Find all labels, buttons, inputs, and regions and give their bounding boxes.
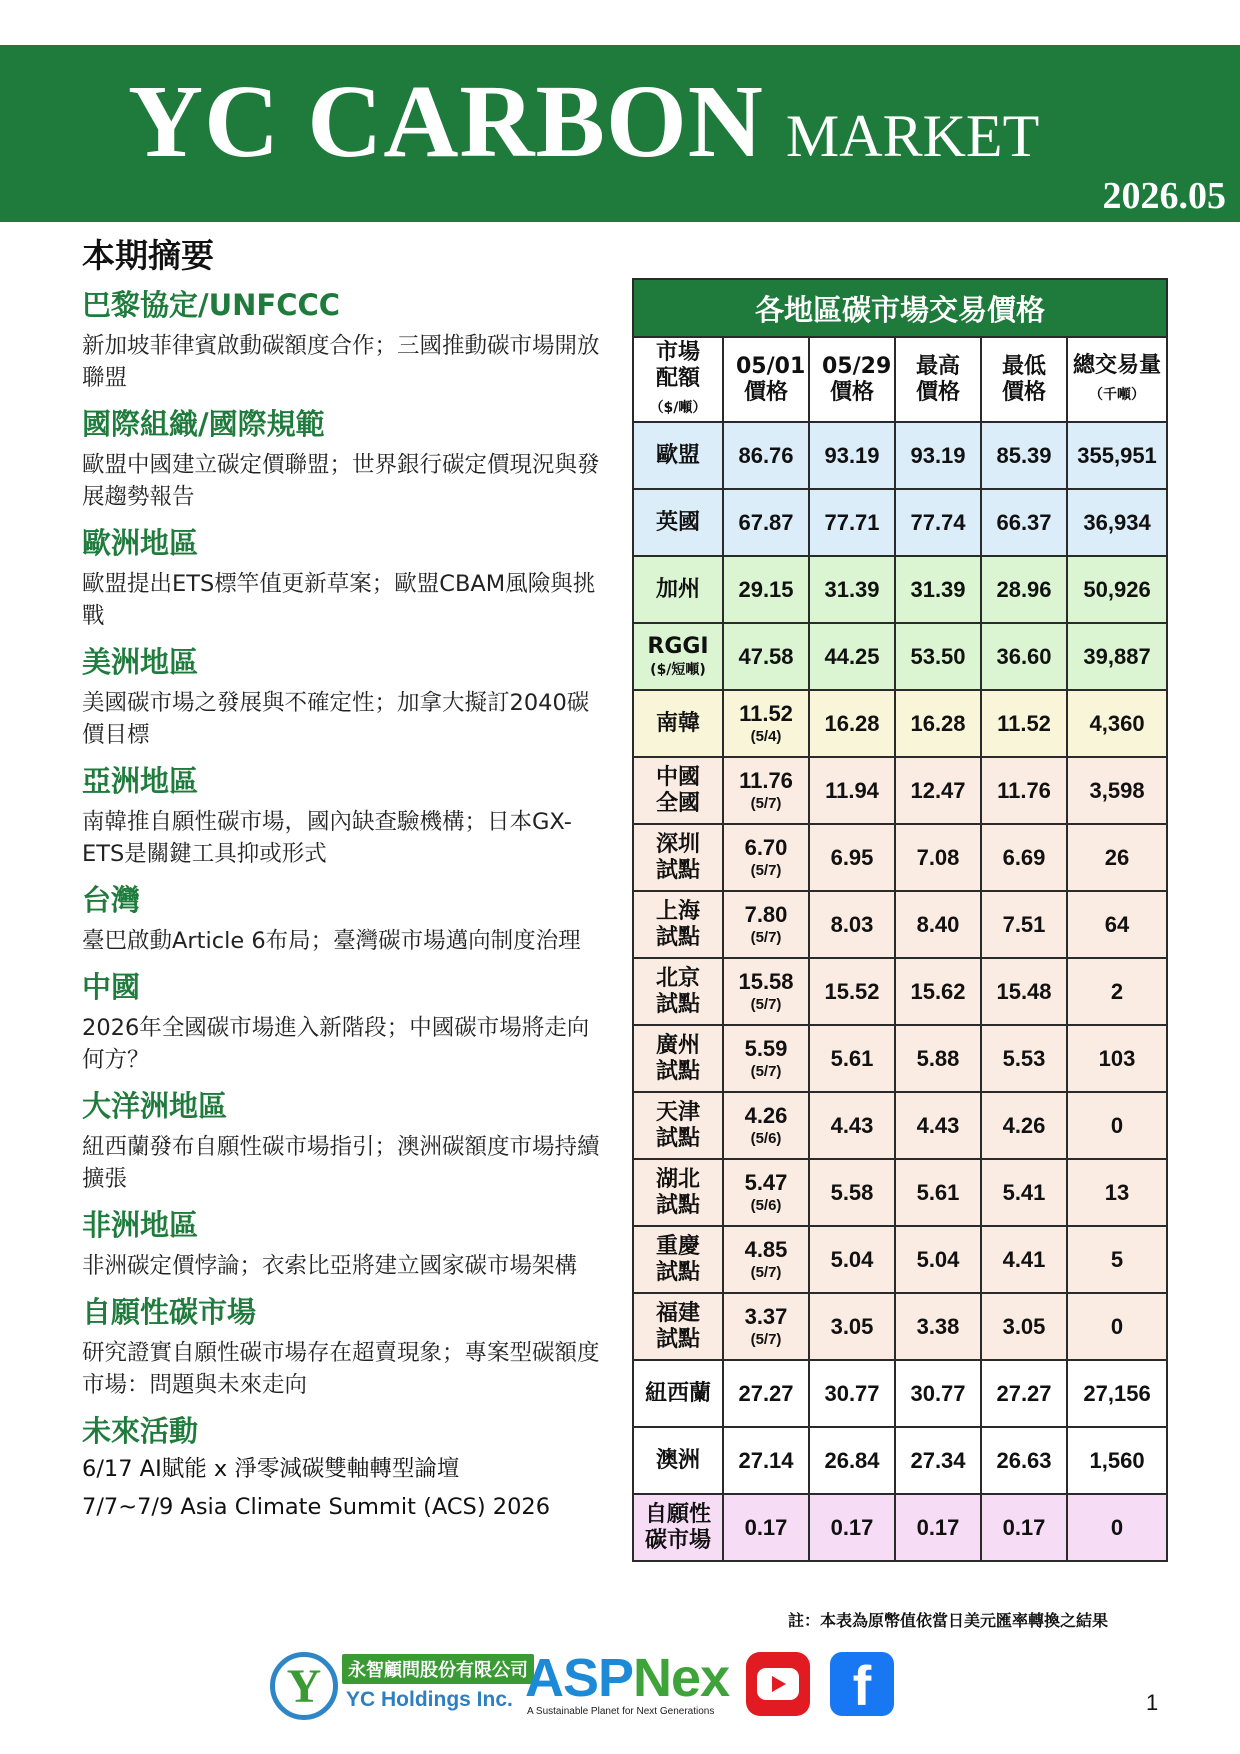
market-label: 中國全國 [656,764,701,816]
volume: 2 [1067,958,1167,1025]
price-low: 27.27 [981,1360,1067,1427]
section-body: 新加坡菲律賓啟動碳額度合作；三國推動碳市場開放聯盟 [82,333,600,391]
market-label: 福建試點 [656,1300,701,1352]
section-body: 非洲碳定價悖論；衣索比亞將建立國家碳市場架構 [82,1253,578,1279]
price-0529: 31.39 [809,556,895,623]
header-market-label: 市場配額 [655,339,700,391]
price-value: 11.76 [739,767,793,793]
upcoming-events [82,1412,607,1526]
price-0501 [723,1226,809,1293]
price-high: 3.38 [895,1293,981,1360]
market-cell [633,891,723,958]
price-0529: 44.25 [809,623,895,690]
section-body: 研究證實自願性碳市場存在超賣現象；專案型碳額度市場：問題與未來走向 [82,1340,600,1398]
market-label: 重慶試點 [656,1233,701,1285]
price-value: 3.37 [744,1303,788,1329]
price-high: 12.47 [895,757,981,824]
price-value: 4.26 [744,1102,788,1128]
market-cell [633,824,723,891]
header-high [895,337,981,422]
summary-heading: 本期摘要 [82,236,214,275]
table-row [633,824,1167,891]
section-title[interactable]: 台灣 [82,883,141,917]
market-label: 上海試點 [656,898,701,950]
price-high: 5.88 [895,1025,981,1092]
price-value: 6.70 [744,834,788,860]
yc-logo-icon[interactable]: Y [270,1652,338,1720]
table-row [633,1226,1167,1293]
table-row [633,422,1167,489]
price-0529: 5.61 [809,1025,895,1092]
price-high: 5.04 [895,1226,981,1293]
table-title: 各地區碳市場交易價格 [633,279,1167,337]
event-item[interactable]: 7/7~7/9 Asia Climate Summit (ACS) 2026 [82,1494,551,1520]
header-high-label: 最高價格 [915,353,960,405]
table-row [633,1494,1167,1561]
table-row [633,1293,1167,1360]
section-body: 2026年全國碳市場進入新階段；中國碳市場將走向何方？ [82,1015,590,1073]
volume: 27,156 [1067,1360,1167,1427]
price-date: (5/6) [750,1129,782,1147]
section-body: 南韓推自願性碳市場，國內缺查驗機構；日本GX-ETS是關鍵工具抑或形式 [82,809,572,867]
volume: 50,926 [1067,556,1167,623]
section-body: 美國碳市場之發展與不確定性；加拿大擬訂2040碳價目標 [82,690,590,748]
price-high: 7.08 [895,824,981,891]
price-0529: 11.94 [809,757,895,824]
section-title[interactable]: 非洲地區 [82,1208,199,1242]
price-date: (5/7) [750,1062,782,1080]
aspnex-logo-asp: ASP [525,1648,634,1708]
youtube-play-frame [757,1668,799,1700]
price-0501: 67.87 [723,489,809,556]
yc-company-english: YC Holdings Inc. [346,1688,513,1711]
price-0501 [723,1025,809,1092]
market-cell [633,757,723,824]
price-date: (5/7) [750,1263,782,1281]
section-title[interactable]: 未來活動 [82,1414,199,1448]
market-cell [633,1025,723,1092]
header-market [633,337,723,422]
price-high: 16.28 [895,690,981,757]
price-0529: 15.52 [809,958,895,1025]
header-0501 [723,337,809,422]
market-cell: 英國 [633,489,723,556]
price-0501 [723,690,809,757]
price-0529: 3.05 [809,1293,895,1360]
market-label: 廣州試點 [656,1032,701,1084]
yc-company-name: 永智顧問股份有限公司 [342,1654,534,1684]
section-title[interactable]: 自願性碳市場 [82,1295,257,1329]
price-0501: 0.17 [723,1494,809,1561]
price-0501: 27.27 [723,1360,809,1427]
issue-date: 2026.05 [1102,175,1226,217]
table-row [633,623,1167,690]
price-0529: 93.19 [809,422,895,489]
price-low: 11.76 [981,757,1067,824]
price-high: 15.62 [895,958,981,1025]
header-volume [1067,337,1167,422]
price-0529: 8.03 [809,891,895,958]
market-label: 自願性碳市場 [644,1501,711,1553]
summary-column [82,230,607,1537]
price-0529: 30.77 [809,1360,895,1427]
price-date: (5/7) [750,928,782,946]
section-body: 臺巴啟動Article 6布局；臺灣碳市場邁向制度治理 [82,928,581,954]
price-date: (5/7) [750,861,782,879]
volume: 26 [1067,824,1167,891]
price-low: 15.48 [981,958,1067,1025]
header-0501-label: 05/01價格 [736,353,806,405]
volume: 103 [1067,1025,1167,1092]
price-high: 93.19 [895,422,981,489]
price-low: 3.05 [981,1293,1067,1360]
table-row [633,958,1167,1025]
volume: 0 [1067,1293,1167,1360]
price-0501 [723,958,809,1025]
aspnex-logo[interactable] [525,1650,729,1706]
table-row [633,556,1167,623]
price-0529: 4.43 [809,1092,895,1159]
price-0501 [723,891,809,958]
market-label: 湖北試點 [656,1166,701,1218]
table-row [633,757,1167,824]
price-0501 [723,1293,809,1360]
price-0529: 16.28 [809,690,895,757]
volume: 0 [1067,1092,1167,1159]
price-low: 85.39 [981,422,1067,489]
table-row [633,690,1167,757]
price-date: (5/7) [750,794,782,812]
summary-section [82,762,607,870]
price-value: 4.85 [744,1236,788,1262]
price-low: 36.60 [981,623,1067,690]
price-date: (5/6) [750,1196,782,1214]
header-volume-label: 總交易量 [1073,352,1162,378]
header-market-unit: （$/噸） [649,399,707,416]
price-0501 [723,1159,809,1226]
volume: 64 [1067,891,1167,958]
summary-section [82,405,607,513]
price-0529: 77.71 [809,489,895,556]
price-date: (5/7) [750,995,782,1013]
price-low: 5.41 [981,1159,1067,1226]
header-0529 [809,337,895,422]
footer-logos [270,1648,910,1722]
aspnex-tagline: A Sustainable Planet for Next Generations [527,1706,715,1717]
price-low: 7.51 [981,891,1067,958]
table-row [633,891,1167,958]
price-date: (5/7) [750,1330,782,1348]
price-low: 66.37 [981,489,1067,556]
header-0529-label: 05/29價格 [822,353,892,405]
volume: 4,360 [1067,690,1167,757]
price-value: 5.59 [744,1035,788,1061]
price-0501: 27.14 [723,1427,809,1494]
table-row [633,1427,1167,1494]
price-value: 7.80 [744,901,788,927]
title-sub: MARKET [785,103,1040,169]
volume: 39,887 [1067,623,1167,690]
price-value: 5.47 [744,1169,788,1195]
price-low: 4.41 [981,1226,1067,1293]
summary-section [82,524,607,632]
price-low: 26.63 [981,1427,1067,1494]
price-high: 27.34 [895,1427,981,1494]
price-0529: 6.95 [809,824,895,891]
price-0529: 5.04 [809,1226,895,1293]
market-cell [633,1494,723,1561]
volume: 13 [1067,1159,1167,1226]
table-row [633,1360,1167,1427]
header-low-label: 最低價格 [1001,353,1046,405]
market-cell: 紐西蘭 [633,1360,723,1427]
table-footnote: 註：本表為原幣值依當日美元匯率轉換之結果 [788,1611,1109,1630]
price-value: 11.52 [739,700,793,726]
price-0501: 29.15 [723,556,809,623]
market-cell [633,1226,723,1293]
section-title[interactable]: 美洲地區 [82,645,199,679]
price-0529: 0.17 [809,1494,895,1561]
market-label: 深圳試點 [656,831,701,883]
summary-section [82,881,607,957]
price-low: 28.96 [981,556,1067,623]
summary-section [82,1087,607,1195]
price-high: 4.43 [895,1092,981,1159]
price-0501: 47.58 [723,623,809,690]
price-0529: 5.58 [809,1159,895,1226]
price-0501: 86.76 [723,422,809,489]
volume: 0 [1067,1494,1167,1561]
volume: 1,560 [1067,1427,1167,1494]
price-low: 5.53 [981,1025,1067,1092]
market-cell [633,958,723,1025]
table-row [633,489,1167,556]
price-value: 15.58 [738,968,794,994]
carbon-price-table [632,278,1168,1562]
market-label: RGGI [647,633,709,659]
section-body: 紐西蘭發布自願性碳市場指引；澳洲碳額度市場持續擴張 [82,1134,600,1192]
price-high: 8.40 [895,891,981,958]
section-title[interactable]: 大洋洲地區 [82,1089,228,1123]
table-row [633,1159,1167,1226]
price-high: 77.74 [895,489,981,556]
title-main: YC CARBON [128,64,764,179]
volume: 5 [1067,1226,1167,1293]
header-volume-unit: （千噸） [1089,386,1146,403]
market-cell [633,1293,723,1360]
market-cell [633,1159,723,1226]
price-date: (5/4) [750,727,782,745]
summary-section [82,286,607,394]
summary-section [82,968,607,1076]
price-0501 [723,824,809,891]
price-low: 4.26 [981,1092,1067,1159]
table-row [633,1092,1167,1159]
table-header-row [633,337,1167,422]
price-high: 30.77 [895,1360,981,1427]
volume: 36,934 [1067,489,1167,556]
youtube-icon[interactable] [746,1652,810,1716]
price-low: 6.69 [981,824,1067,891]
price-0529: 26.84 [809,1427,895,1494]
newsletter-title [128,62,1039,181]
price-high: 0.17 [895,1494,981,1561]
play-icon [769,1675,787,1693]
market-cell [633,1092,723,1159]
summary-section [82,643,607,751]
section-title[interactable]: 中國 [82,970,141,1004]
section-body: 歐盟中國建立碳定價聯盟；世界銀行碳定價現況與發展趨勢報告 [82,452,600,510]
facebook-icon[interactable]: f [830,1652,894,1716]
section-title[interactable]: 亞洲地區 [82,764,199,798]
volume: 355,951 [1067,422,1167,489]
market-cell: 加州 [633,556,723,623]
section-body: 歐盟提出ETS標竿值更新草案；歐盟CBAM風險與挑戰 [82,571,596,629]
market-label: 天津試點 [656,1099,701,1151]
market-cell: 澳洲 [633,1427,723,1494]
market-cell: 南韓 [633,690,723,757]
price-0501 [723,757,809,824]
price-high: 5.61 [895,1159,981,1226]
price-high: 53.50 [895,623,981,690]
aspnex-logo-nex: Nex [633,1648,730,1708]
event-item[interactable]: 6/17 AI賦能 x 淨零減碳雙軸轉型論壇 [82,1456,460,1482]
price-low: 0.17 [981,1494,1067,1561]
market-unit: ($/短噸) [650,661,706,678]
market-cell [633,623,723,690]
price-low: 11.52 [981,690,1067,757]
market-label: 北京試點 [656,965,701,1017]
section-title[interactable]: 巴黎協定/UNFCCC [82,288,341,322]
page-number: 1 [1146,1690,1159,1715]
section-title[interactable]: 歐洲地區 [82,526,199,560]
market-cell: 歐盟 [633,422,723,489]
price-0501 [723,1092,809,1159]
summary-section [82,1206,607,1282]
header-low [981,337,1067,422]
table-row [633,1025,1167,1092]
volume: 3,598 [1067,757,1167,824]
section-title[interactable]: 國際組織/國際規範 [82,407,325,441]
price-high: 31.39 [895,556,981,623]
summary-section [82,1293,607,1401]
